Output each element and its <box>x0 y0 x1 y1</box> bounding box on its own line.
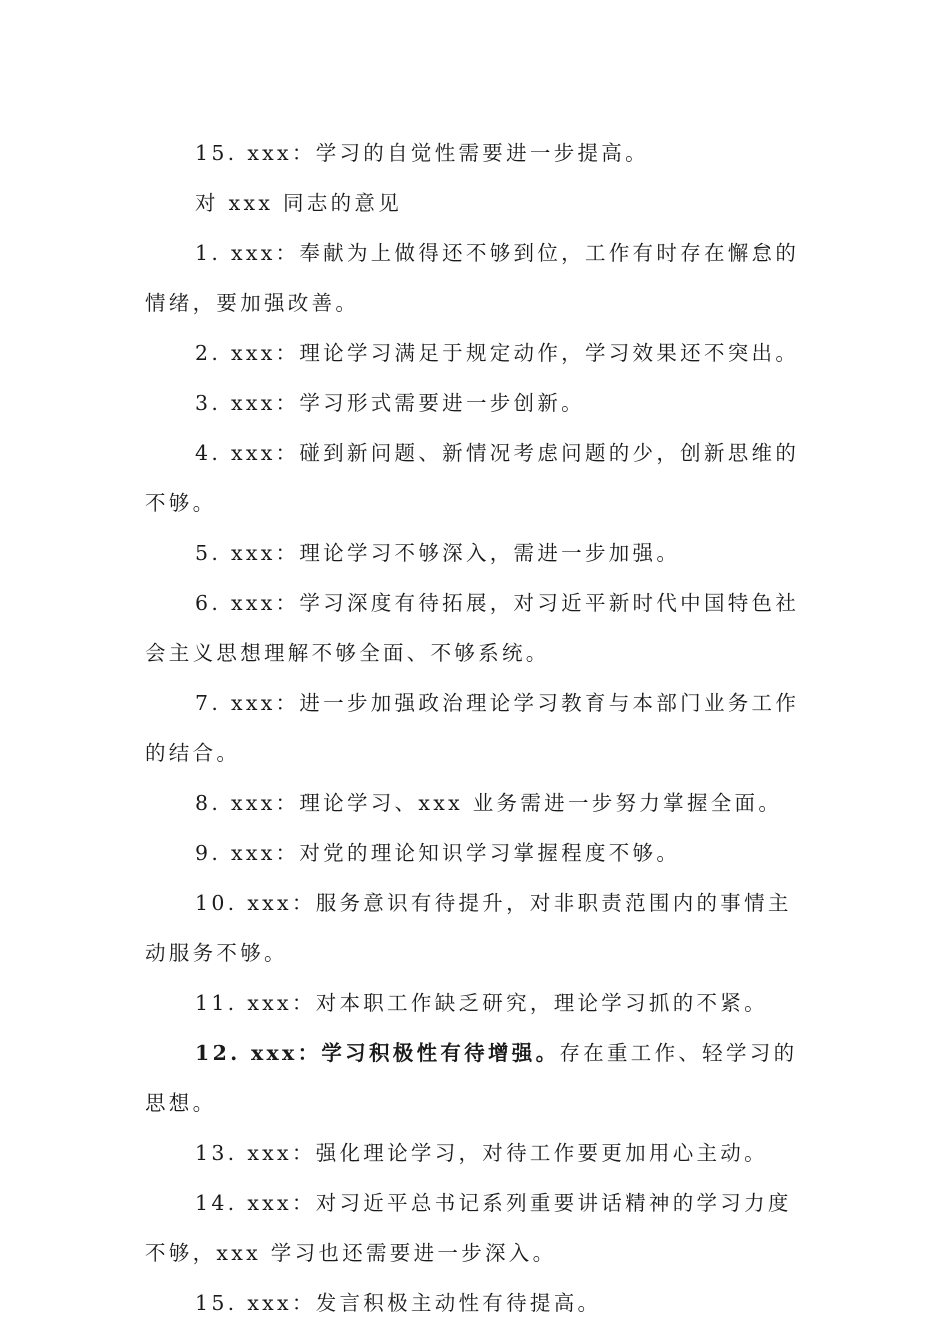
paragraph-text: 1. xxx：奉献为上做得还不够到位，工作有时存在懈怠的情绪，要加强改善。 <box>145 241 800 315</box>
paragraph <box>145 328 805 378</box>
paragraph <box>145 1128 805 1178</box>
paragraph-text: 10. xxx：服务意识有待提升，对非职责范围内的事情主动服务不够。 <box>145 891 792 965</box>
paragraph <box>145 528 805 578</box>
paragraph-text: 对 xxx 同志的意见 <box>195 191 403 215</box>
paragraph-text: 3. xxx：学习形式需要进一步创新。 <box>195 391 585 415</box>
section-heading <box>145 178 805 228</box>
paragraph-text: 6. xxx：学习深度有待拓展，对习近平新时代中国特色社会主义思想理解不够全面、不够系统。 <box>145 591 800 665</box>
paragraph <box>145 378 805 428</box>
paragraph <box>145 828 805 878</box>
paragraph <box>145 678 805 778</box>
paragraph-text: 5. xxx：理论学习不够深入，需进一步加强。 <box>195 541 681 565</box>
paragraph <box>145 1028 805 1128</box>
paragraph-text: 15. xxx：学习的自觉性需要进一步提高。 <box>195 141 649 165</box>
paragraph-bold-lead: 12. xxx：学习积极性有待增强。 <box>195 1041 560 1065</box>
paragraph <box>145 428 805 528</box>
paragraph-text: 13. xxx：强化理论学习，对待工作要更加用心主动。 <box>195 1141 768 1165</box>
paragraph-text: 9. xxx：对党的理论知识学习掌握程度不够。 <box>195 841 681 865</box>
paragraph-text: 存在重工作、轻学习的思想。 <box>145 1041 798 1115</box>
paragraph <box>145 978 805 1028</box>
paragraph-text: 8. xxx：理论学习、xxx 业务需进一步努力掌握全面。 <box>195 791 783 815</box>
paragraph <box>145 778 805 828</box>
paragraph-text: 11. xxx：对本职工作缺乏研究，理论学习抓的不紧。 <box>195 991 768 1015</box>
paragraph <box>145 128 805 178</box>
paragraph <box>145 578 805 678</box>
paragraph <box>145 1278 805 1328</box>
paragraph-text: 15. xxx：发言积极主动性有待提高。 <box>195 1291 602 1315</box>
paragraph <box>145 878 805 978</box>
paragraph-text: 2. xxx：理论学习满足于规定动作，学习效果还不突出。 <box>195 341 800 365</box>
document-body <box>145 128 805 1328</box>
paragraph-text: 14. xxx：对习近平总书记系列重要讲话精神的学习力度不够，xxx 学习也还需要进一步深入。 <box>145 1191 792 1265</box>
paragraph <box>145 228 805 328</box>
paragraph-text: 7. xxx：进一步加强政治理论学习教育与本部门业务工作的结合。 <box>145 691 800 765</box>
paragraph-text: 4. xxx：碰到新问题、新情况考虑问题的少，创新思维的不够。 <box>145 441 800 515</box>
paragraph <box>145 1178 805 1278</box>
